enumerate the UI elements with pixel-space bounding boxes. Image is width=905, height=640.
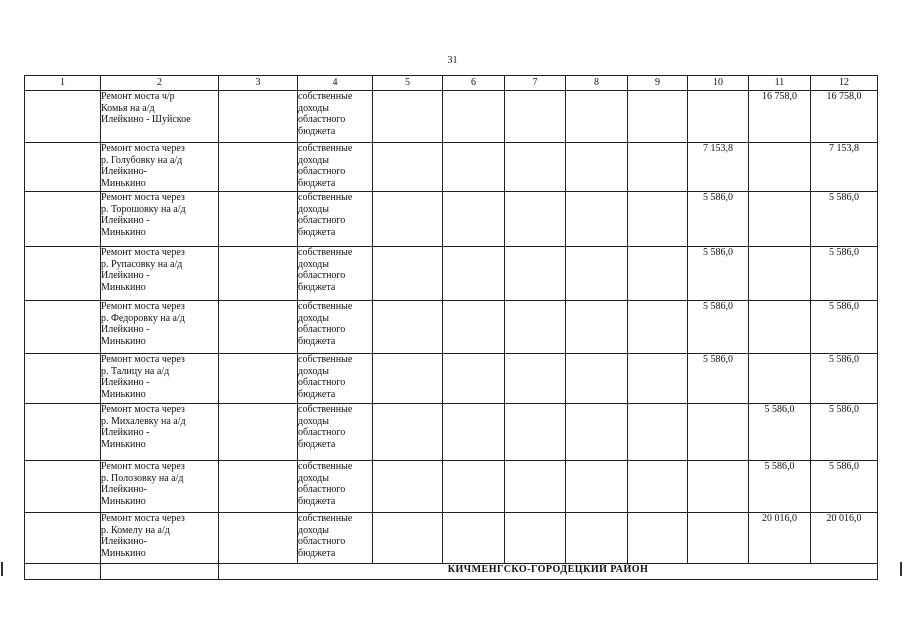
funding-source-line: бюджета: [298, 495, 336, 507]
cell-col3: [219, 461, 298, 513]
cell-object-name: [101, 192, 219, 247]
cell-col1: [25, 143, 101, 192]
cell-col3: [219, 354, 298, 404]
cell-amount-10: 5 586,0: [688, 354, 749, 404]
cell-col5: [373, 513, 443, 564]
cell-col6: [443, 404, 505, 461]
object-name-line: Минькино: [101, 438, 146, 450]
left-edge-mark: [1, 562, 3, 576]
cell-funding-source: [298, 143, 373, 192]
cell-funding-source: [298, 91, 373, 143]
cell-col1: [25, 513, 101, 564]
funding-source-line: собственные: [298, 91, 353, 102]
cell-col1: [25, 404, 101, 461]
object-name-line: Комья на а/д: [101, 102, 155, 114]
table-row: [25, 143, 878, 192]
cell-object-name: [101, 301, 219, 354]
object-name-line: Илейкино-: [101, 166, 147, 177]
funding-source-line: доходы: [298, 472, 329, 484]
object-name-line: Илейкино -: [101, 215, 150, 226]
object-name-line: Минькино: [101, 335, 146, 347]
cell-col8: [566, 91, 628, 143]
object-name-line: Ремонт моста через: [101, 461, 185, 472]
cell-amount-10: [688, 91, 749, 143]
cell-funding-source: [298, 247, 373, 301]
cell-col8: [566, 461, 628, 513]
page-number: 31: [447, 55, 458, 66]
object-name-line: р. Федоровку на а/д: [101, 312, 185, 324]
cell-amount-11: 5 586,0: [749, 404, 811, 461]
object-name-line: Ремонт моста через: [101, 247, 185, 258]
cell-col9: [628, 404, 688, 461]
cell-amount-10: 7 153,8: [688, 143, 749, 192]
funding-source-line: областного: [298, 377, 346, 388]
object-name-line: Ремонт моста через: [101, 354, 185, 365]
cell-object-name: [101, 461, 219, 513]
funding-source-line: областного: [298, 166, 346, 177]
cell-amount-12: 5 586,0: [811, 354, 878, 404]
cell-col6: [443, 192, 505, 247]
cell-col7: [505, 513, 566, 564]
object-name-line: Илейкино - Шуйское: [101, 114, 191, 125]
cell-object-name: [101, 247, 219, 301]
table-row: [25, 404, 878, 461]
cell-col3: [219, 404, 298, 461]
cell-amount-11: [749, 354, 811, 404]
cell-amount-10: [688, 404, 749, 461]
cell-col5: [373, 354, 443, 404]
cell-col1: [25, 192, 101, 247]
cell-col7: [505, 301, 566, 354]
table-row: [25, 247, 878, 301]
funding-source-line: доходы: [298, 203, 329, 215]
funding-source-line: собственные: [298, 354, 353, 365]
budget-table: [24, 75, 878, 580]
funding-source-line: бюджета: [298, 125, 336, 137]
funding-source-line: доходы: [298, 524, 329, 536]
cell-col5: [373, 192, 443, 247]
cell-col6: [443, 461, 505, 513]
cell-col8: [566, 247, 628, 301]
cell-col6: [443, 91, 505, 143]
object-name-line: Илейкино -: [101, 377, 150, 388]
cell-col3: [219, 91, 298, 143]
funding-source-line: доходы: [298, 258, 329, 270]
column-header-9: 9: [628, 76, 688, 91]
cell-amount-12: 5 586,0: [811, 247, 878, 301]
cell-col6: [443, 247, 505, 301]
object-name-line: р. Рупасовку на а/д: [101, 258, 183, 270]
object-name-line: Ремонт моста через: [101, 192, 185, 203]
cell-amount-12: 16 758,0: [811, 91, 878, 143]
funding-source-line: областного: [298, 536, 346, 547]
object-name-line: Минькино: [101, 177, 146, 189]
funding-source-line: доходы: [298, 312, 329, 324]
object-name-line: Илейкино -: [101, 427, 150, 438]
cell-col1: [25, 91, 101, 143]
cell-amount-12: 5 586,0: [811, 404, 878, 461]
cell-col3: [219, 513, 298, 564]
table-body: [25, 76, 878, 580]
funding-source-line: доходы: [298, 365, 329, 377]
column-header-10: 10: [688, 76, 749, 91]
column-header-8: 8: [566, 76, 628, 91]
table-row: [25, 91, 878, 143]
table-row: [25, 461, 878, 513]
cell-col9: [628, 354, 688, 404]
cell-col6: [443, 513, 505, 564]
cell-object-name: [101, 143, 219, 192]
cell-col9: [628, 91, 688, 143]
cell-amount-11: 5 586,0: [749, 461, 811, 513]
funding-source-line: областного: [298, 484, 346, 495]
cell-amount-10: 5 586,0: [688, 301, 749, 354]
cell-amount-11: 16 758,0: [749, 91, 811, 143]
funding-source-line: областного: [298, 270, 346, 281]
cell-amount-10: [688, 513, 749, 564]
cell-col5: [373, 247, 443, 301]
object-name-line: Минькино: [101, 495, 146, 507]
object-name-line: Илейкино-: [101, 484, 147, 495]
funding-source-line: областного: [298, 427, 346, 438]
cell-col9: [628, 247, 688, 301]
funding-source-line: собственные: [298, 192, 353, 203]
cell-col8: [566, 404, 628, 461]
cell-amount-12: 5 586,0: [811, 461, 878, 513]
cell-amount-11: [749, 143, 811, 192]
object-name-line: Ремонт моста через: [101, 513, 185, 524]
cell-col9: [628, 301, 688, 354]
funding-source-line: областного: [298, 215, 346, 226]
column-header-4: 4: [298, 76, 373, 91]
cell-col5: [373, 404, 443, 461]
object-name-line: Илейкино -: [101, 270, 150, 281]
cell-amount-10: [688, 461, 749, 513]
cell-col6: [443, 354, 505, 404]
cell-col7: [505, 192, 566, 247]
funding-source-line: бюджета: [298, 335, 336, 347]
column-header-12: 12: [811, 76, 878, 91]
cell-col7: [505, 354, 566, 404]
object-name-line: Ремонт моста через: [101, 404, 185, 415]
cell-funding-source: [298, 404, 373, 461]
cell-col9: [628, 192, 688, 247]
funding-source-line: собственные: [298, 247, 353, 258]
object-name-line: Минькино: [101, 281, 146, 293]
table-row: [25, 192, 878, 247]
cell-col7: [505, 404, 566, 461]
cell-funding-source: [298, 192, 373, 247]
table-row: [25, 354, 878, 404]
region-row-empty: [101, 564, 219, 580]
object-name-line: р. Талицу на а/д: [101, 365, 170, 377]
cell-object-name: [101, 91, 219, 143]
cell-amount-10: 5 586,0: [688, 192, 749, 247]
funding-source-line: собственные: [298, 404, 353, 415]
funding-source-line: собственные: [298, 143, 353, 154]
object-name-line: Ремонт моста через: [101, 301, 185, 312]
cell-col3: [219, 192, 298, 247]
object-name-line: Илейкино-: [101, 536, 147, 547]
cell-amount-12: 20 016,0: [811, 513, 878, 564]
cell-funding-source: [298, 354, 373, 404]
cell-col1: [25, 247, 101, 301]
funding-source-line: бюджета: [298, 177, 336, 189]
cell-col6: [443, 301, 505, 354]
object-name-line: Илейкино -: [101, 324, 150, 335]
cell-col9: [628, 461, 688, 513]
object-name-line: р. Комелу на а/д: [101, 524, 170, 536]
cell-amount-12: 5 586,0: [811, 192, 878, 247]
column-header-5: 5: [373, 76, 443, 91]
cell-amount-11: 20 016,0: [749, 513, 811, 564]
cell-amount-11: [749, 192, 811, 247]
cell-object-name: [101, 513, 219, 564]
cell-col8: [566, 192, 628, 247]
column-header-2: 2: [101, 76, 219, 91]
funding-source-line: доходы: [298, 102, 329, 114]
cell-col5: [373, 91, 443, 143]
cell-col8: [566, 513, 628, 564]
cell-col5: [373, 301, 443, 354]
cell-col1: [25, 461, 101, 513]
funding-source-line: бюджета: [298, 281, 336, 293]
funding-source-line: доходы: [298, 415, 329, 427]
funding-source-line: бюджета: [298, 547, 336, 559]
cell-col5: [373, 461, 443, 513]
object-name-line: р. Голубовку на а/д: [101, 154, 183, 166]
cell-col7: [505, 461, 566, 513]
object-name-line: Минькино: [101, 547, 146, 559]
column-header-3: 3: [219, 76, 298, 91]
funding-source-line: бюджета: [298, 438, 336, 450]
cell-col8: [566, 301, 628, 354]
column-header-7: 7: [505, 76, 566, 91]
cell-col1: [25, 301, 101, 354]
cell-col3: [219, 301, 298, 354]
cell-col5: [373, 143, 443, 192]
cell-col7: [505, 247, 566, 301]
cell-amount-10: 5 586,0: [688, 247, 749, 301]
cell-funding-source: [298, 461, 373, 513]
cell-amount-12: 5 586,0: [811, 301, 878, 354]
right-edge-mark: [900, 562, 902, 576]
object-name-line: Минькино: [101, 226, 146, 238]
cell-funding-source: [298, 513, 373, 564]
cell-col3: [219, 247, 298, 301]
cell-col7: [505, 143, 566, 192]
cell-amount-11: [749, 247, 811, 301]
cell-object-name: [101, 354, 219, 404]
cell-col8: [566, 354, 628, 404]
funding-source-line: областного: [298, 324, 346, 335]
cell-object-name: [101, 404, 219, 461]
object-name-line: р. Михалевку на а/д: [101, 415, 186, 427]
cell-col6: [443, 143, 505, 192]
funding-source-line: доходы: [298, 154, 329, 166]
cell-col7: [505, 91, 566, 143]
cell-col9: [628, 143, 688, 192]
column-header-6: 6: [443, 76, 505, 91]
cell-col1: [25, 354, 101, 404]
object-name-line: р. Полозовку на а/д: [101, 472, 184, 484]
cell-col8: [566, 143, 628, 192]
column-header-1: 1: [25, 76, 101, 91]
funding-source-line: бюджета: [298, 226, 336, 238]
column-header-11: 11: [749, 76, 811, 91]
funding-source-line: собственные: [298, 513, 353, 524]
table-row: [25, 513, 878, 564]
funding-source-line: собственные: [298, 301, 353, 312]
funding-source-line: областного: [298, 114, 346, 125]
table-row: [25, 301, 878, 354]
region-row-empty: [25, 564, 101, 580]
header-row: [25, 76, 878, 91]
object-name-line: Ремонт моста через: [101, 143, 185, 154]
region-title: КИЧМЕНГСКО-ГОРОДЕЦКИЙ РАЙОН: [219, 564, 878, 580]
cell-col9: [628, 513, 688, 564]
object-name-line: Ремонт моста ч/р: [101, 91, 175, 102]
object-name-line: Минькино: [101, 388, 146, 400]
region-row: [25, 564, 878, 580]
cell-amount-11: [749, 301, 811, 354]
cell-col3: [219, 143, 298, 192]
funding-source-line: собственные: [298, 461, 353, 472]
object-name-line: р. Торошовку на а/д: [101, 203, 186, 215]
funding-source-line: бюджета: [298, 388, 336, 400]
cell-amount-12: 7 153,8: [811, 143, 878, 192]
cell-funding-source: [298, 301, 373, 354]
